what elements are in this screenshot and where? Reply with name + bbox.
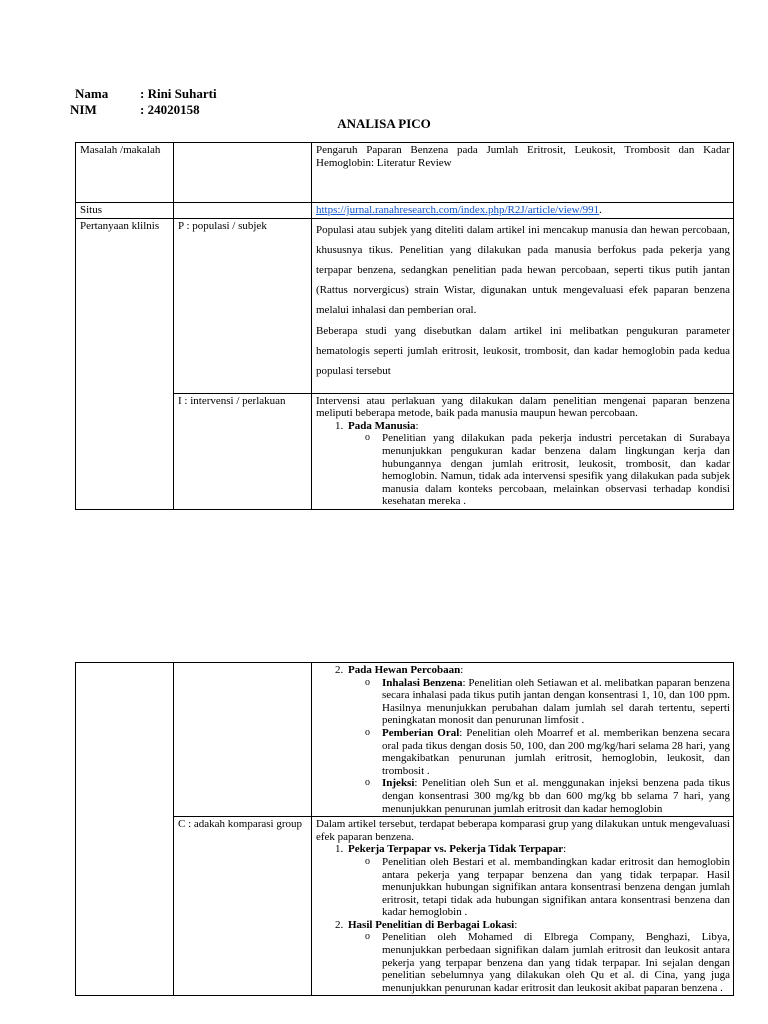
- comparison-label: C : adakah komparasi group: [174, 817, 312, 996]
- list-item: [346, 420, 730, 508]
- bullet-title: Injeksi: [382, 777, 415, 790]
- bullet-title: Inhalasi Benzena: [382, 676, 463, 689]
- comparison-cell: [312, 817, 734, 996]
- bullet-text: : Penelitian oleh Setiawan et al. melibatkan paparan benzena secara inhalasi pada tikus putih jantan dengan konsentrasi 1, 10, dan 100 ppm. Hasilnya menunjukkan perubahan dalam jumlah sel darah tertentu, seperti peningkatan monosit dan penurunan limfosit .: [382, 676, 730, 727]
- list-item: [346, 664, 730, 815]
- item-colon: :: [514, 918, 518, 931]
- sub-list: [348, 432, 730, 508]
- situs-label: Situs: [76, 203, 174, 219]
- list-item: [346, 919, 730, 995]
- sub-list-item: o Penelitian oleh Mohamed di Elbrega Company, Benghazi, Libya, menunjukkan perbedaan signifikan dalam jumlah eritrosit dan leukosit antara pekerja yang terpapar benzena dan yang tidak terpapar. Ini sejalan dengan penelitian sebelumnya yang dilakukan oleh Qu et al. di Cina, yang juga menunjukkan penurunan kadar eritrosit dan leukosit akibat paparan benzena .: [382, 931, 730, 994]
- population-cell: [312, 218, 734, 393]
- bullet-title: Pemberian Oral: [382, 726, 460, 739]
- item-colon: :: [415, 419, 419, 432]
- masalah-empty-cell: [174, 143, 312, 203]
- row-masalah: [76, 143, 734, 203]
- sub-list: [348, 931, 730, 994]
- item-title: Pada Manusia: [348, 419, 416, 432]
- pertanyaan-label: Pertanyaan klilnis: [76, 218, 174, 509]
- sub-list-item: [382, 727, 730, 777]
- comparison-list: [316, 843, 730, 994]
- pico-table-part2: [75, 662, 734, 996]
- item-colon: :: [563, 843, 567, 856]
- item-title: Hasil Penelitian di Berbagai Lokasi: [348, 918, 515, 931]
- row-situs: [76, 203, 734, 219]
- empty-cell: [174, 663, 312, 817]
- row-comparison: [76, 817, 734, 996]
- intervention-list: [316, 420, 730, 508]
- bullet-text: : Penelitian oleh Sun et al. menggunakan injeksi benzena pada tikus dengan konsentrasi 300 mg/kg bb dan 600 mg/kg bb selama 7 hari, yang menunjukkan penurunan jumlah eritrosit dan kadar hemoglobin: [382, 777, 730, 815]
- nim-value: : 24020158: [140, 102, 200, 117]
- row-intervention: [76, 393, 734, 509]
- situs-period: .: [599, 204, 602, 216]
- list-item: [346, 843, 730, 919]
- sub-list: [348, 856, 730, 919]
- population-label: P : populasi / subjek: [174, 218, 312, 393]
- population-paragraph-1: Populasi atau subjek yang diteliti dalam artikel ini mencakup manusia dan hewan percobaan, khususnya tikus. Penelitian yang dilakukan pada manusia berfokus pada pekerja yang terpapar benzena, sedangkan penelitian pada hewan percobaan, seperti tikus putih jantan (Rattus norvergicus) strain Wistar, digunakan untuk mengevaluasi efek paparan benzena melalui inhalasi dan pemberian oral.: [316, 223, 730, 317]
- empty-cell: [76, 817, 174, 996]
- masalah-text: Pengaruh Paparan Benzena pada Jumlah Eritrosit, Leukosit, Trombosit dan Kadar Hemoglobin: Literatur Review: [312, 143, 734, 203]
- item-colon: :: [460, 664, 464, 676]
- situs-empty-cell: [174, 203, 312, 219]
- comparison-intro: Dalam artikel tersebut, terdapat beberapa komparasi grup yang dilakukan untuk mengevaluasi efek paparan benzena.: [316, 818, 730, 843]
- name-label: Nama: [75, 86, 109, 101]
- situs-cell: [312, 203, 734, 219]
- item-title: Pekerja Terpapar vs. Pekerja Tidak Terpapar: [348, 843, 564, 856]
- row-intervention-cont: [76, 663, 734, 817]
- intervention-intro: Intervensi atau perlakuan yang dilakukan dalam penelitian mengenai paparan benzena meliputi beberapa metode, baik pada manusia maupun hewan percobaan.: [316, 394, 730, 420]
- intervention-label: I : intervensi / perlakuan: [174, 393, 312, 509]
- masalah-label: Masalah /makalah: [76, 143, 174, 203]
- sub-list: [348, 677, 730, 816]
- article-link[interactable]: https://jurnal.ranahresearch.com/index.php/R2J/article/view/991: [316, 204, 600, 216]
- intervention-cont-cell: [312, 663, 734, 817]
- page-title: ANALISA PICO: [337, 116, 431, 131]
- intervention-list-cont: [316, 664, 730, 815]
- name-value: : Rini Suharti: [140, 86, 217, 101]
- sub-list-item: [382, 677, 730, 727]
- sub-list-item: o Penelitian oleh Bestari et al. membandingkan kadar eritrosit dan hemoglobin antara pekerja yang terpapar benzena dan yang tidak terpapar. Hasil menunjukkan hubungan signifikan antara konsentrasi benzena dengan jumlah eritrosit, tetapi tidak ada hubungan signifikan antara konsentrasi benzena dan kadar hemoglobin .: [382, 856, 730, 919]
- row-population: [76, 218, 734, 393]
- item-title: Pada Hewan Percobaan: [348, 664, 461, 676]
- pico-table-part1: [75, 142, 734, 510]
- bullet-text: : Penelitian oleh Moarref et al. memberikan benzena secara oral pada tikus dengan dosis 50, 100, dan 200 mg/kg/hari selama 28 hari, yang mengakibatkan penurunan jumlah eritrosit, hemoglobin, leukosit, dan trombosit .: [382, 726, 730, 777]
- empty-cell: [76, 663, 174, 817]
- nim-label: NIM: [70, 102, 97, 117]
- sub-list-item: o Penelitian yang dilakukan pada pekerja industri percetakan di Surabaya menunjukkan pengukuran kadar benzena dalam lingkungan kerja dan hubungannya dengan jumlah eritrosit, leukosit, trombosit, dan kadar hemoglobin. Namun, tidak ada intervensi spesifik yang dilakukan pada subjek manusia dalam konteks percobaan, melainkan observasi terhadap kondisi kesehatan mereka .: [382, 432, 730, 508]
- intervention-cell: [312, 393, 734, 509]
- population-paragraph-2: Beberapa studi yang disebutkan dalam artikel ini melibatkan pengukuran parameter hematologis seperti jumlah eritrosit, leukosit, trombosit, dan kadar hemoglobin pada kedua populasi tersebut: [316, 324, 730, 378]
- sub-list-item: [382, 777, 730, 815]
